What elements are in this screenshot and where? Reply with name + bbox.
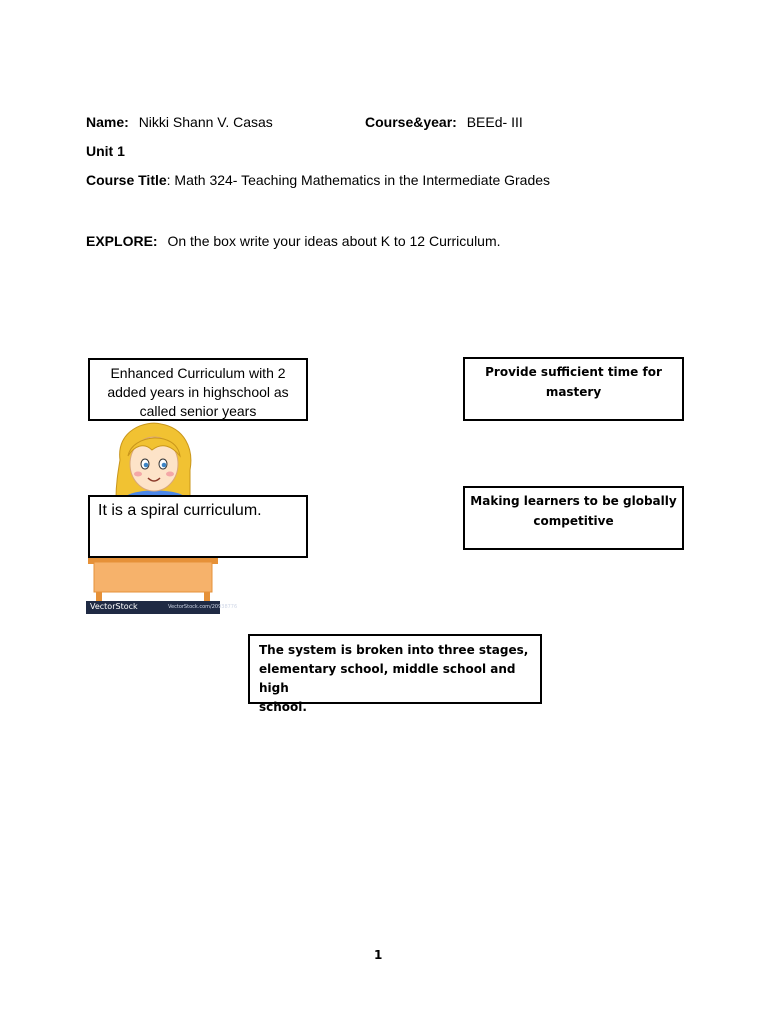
course-year-value: BEEd- III (466, 114, 523, 130)
idea-box-spiral-curriculum (88, 495, 308, 558)
watermark-label: VectorStock (90, 602, 138, 611)
watermark-url: VectorStock.com/20938776 (168, 604, 238, 610)
idea-box-line: called senior years (139, 403, 257, 419)
name-row (86, 114, 273, 130)
course-title-label: Course Title (86, 172, 167, 188)
idea-box-globally-competitive (463, 486, 684, 550)
unit-heading: Unit 1 (86, 143, 125, 159)
name-label: Name: (86, 114, 129, 130)
explore-instruction: On the box write your ideas about K to 12 Curriculum. (167, 233, 501, 249)
idea-box-line: The system is broken into three stages, (259, 643, 529, 657)
course-title-row (86, 172, 550, 188)
idea-box-line: school. (259, 700, 307, 714)
explore-row (86, 233, 501, 249)
idea-box-line: Enhanced Curriculum with 2 (110, 365, 286, 381)
name-value: Nikki Shann V. Casas (138, 114, 273, 130)
idea-box-sufficient-time (463, 357, 684, 421)
idea-box-text: It is a spiral curriculum. (98, 502, 262, 519)
page-number: 1 (374, 948, 383, 962)
idea-box-enhanced-curriculum (88, 358, 308, 421)
idea-box-text: Provide sufficient time for mastery (485, 365, 662, 399)
idea-box-line: competitive (533, 514, 614, 528)
course-year-row (365, 114, 523, 130)
idea-box-line: added years in highschool as (107, 384, 289, 400)
idea-box-line: elementary school, middle school and high (259, 662, 516, 695)
course-year-label: Course&year: (365, 114, 457, 130)
explore-label: EXPLORE: (86, 233, 158, 249)
idea-box-three-stages (248, 634, 542, 714)
idea-box-line: Making learners to be globally (470, 494, 677, 508)
course-title-value: : Math 324- Teaching Mathematics in the Intermediate Grades (166, 172, 551, 188)
